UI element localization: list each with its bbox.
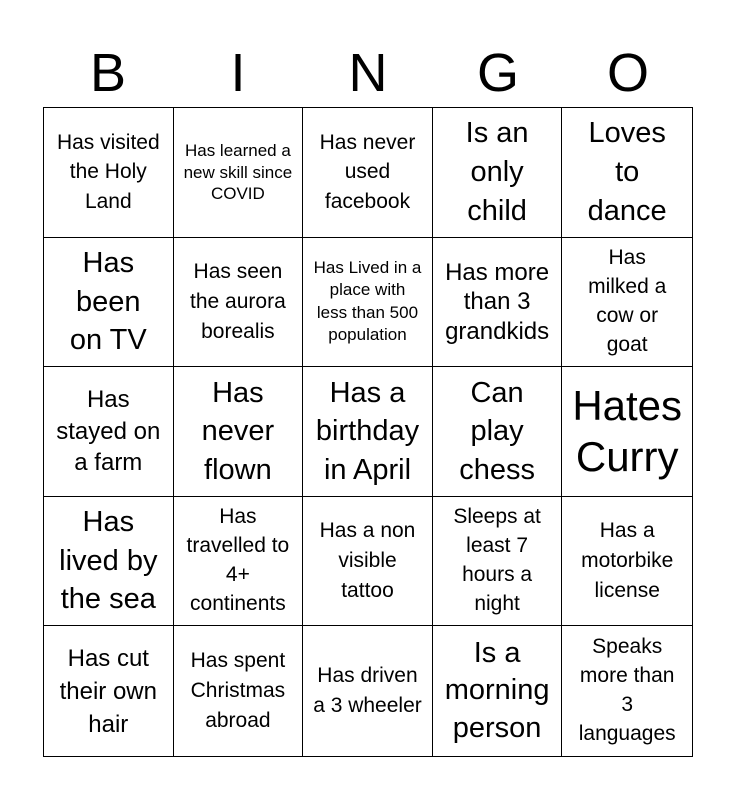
header-letter-n: N xyxy=(348,43,388,103)
bingo-cell-r5c5[interactable] xyxy=(562,626,692,756)
bingo-cell-text: Has driven a 3 wheeler xyxy=(313,664,422,718)
bingo-cell-text: Has more than 3 grandkids xyxy=(445,258,550,345)
bingo-cell-r4c1[interactable] xyxy=(44,497,174,627)
bingo-board xyxy=(43,107,693,757)
bingo-cell-r3c1[interactable] xyxy=(44,367,174,497)
bingo-cell-r1c4[interactable] xyxy=(433,108,563,238)
bingo-cell-r2c3[interactable] xyxy=(303,238,433,368)
bingo-cell-r3c5[interactable] xyxy=(562,367,692,497)
bingo-cell-r2c1[interactable] xyxy=(44,238,174,368)
bingo-cell-text: Loves to dance xyxy=(587,117,667,227)
bingo-cell-text: Hates Curry xyxy=(572,382,683,481)
bingo-cell-r2c5[interactable] xyxy=(562,238,692,368)
bingo-cell-r4c5[interactable] xyxy=(562,497,692,627)
bingo-cell-text: Sleeps at least 7 hours a night xyxy=(453,505,541,616)
bingo-cell-r4c4[interactable] xyxy=(433,497,563,627)
bingo-cell-text: Has cut their own hair xyxy=(59,644,157,738)
bingo-cell-text: Has visited the Holy Land xyxy=(56,130,160,214)
header-letter-b: B xyxy=(89,43,127,103)
bingo-cell-r3c2[interactable] xyxy=(174,367,304,497)
bingo-cell-r4c3[interactable] xyxy=(303,497,433,627)
bingo-cell-r5c4[interactable] xyxy=(433,626,563,756)
bingo-cell-text: Has a non visible tattoo xyxy=(319,519,416,602)
bingo-cell-r3c4[interactable] xyxy=(433,367,563,497)
header-letter-i: I xyxy=(230,43,246,103)
bingo-cell-text: Speaks more than 3 languages xyxy=(578,635,676,746)
bingo-cell-r1c2[interactable] xyxy=(174,108,304,238)
bingo-cell-text: Is an only child xyxy=(465,117,529,227)
bingo-cell-r1c1[interactable] xyxy=(44,108,174,238)
bingo-cell-text: Has spent Christmas abroad xyxy=(190,649,286,733)
bingo-cell-text: Has been on TV xyxy=(69,247,147,357)
bingo-cell-text: Has travelled to 4+ continents xyxy=(186,505,290,616)
bingo-cell-text: Has milked a cow or goat xyxy=(588,245,667,356)
bingo-cell-text: Is a morning person xyxy=(444,636,550,745)
bingo-cell-text: Has seen the aurora borealis xyxy=(190,260,286,343)
bingo-cell-r5c1[interactable] xyxy=(44,626,174,756)
header-letter-o: O xyxy=(606,43,649,103)
bingo-cell-text: Has Lived in a place with less than 500 population xyxy=(313,258,422,345)
bingo-cell-text: Can play chess xyxy=(459,376,535,486)
bingo-cell-r2c2[interactable] xyxy=(174,238,304,368)
bingo-cell-r1c3[interactable] xyxy=(303,108,433,238)
bingo-cell-text: Has a motorbike license xyxy=(581,519,674,602)
bingo-cell-r1c5[interactable] xyxy=(562,108,692,238)
bingo-cell-r5c3[interactable] xyxy=(303,626,433,756)
bingo-cell-r4c2[interactable] xyxy=(174,497,304,627)
bingo-cell-text: Has lived by the sea xyxy=(59,506,158,616)
bingo-cell-r3c3[interactable] xyxy=(303,367,433,497)
header-letter-g: G xyxy=(476,43,519,103)
bingo-cell-r5c2[interactable] xyxy=(174,626,304,756)
bingo-cell-text: Has never used facebook xyxy=(319,130,416,214)
bingo-cell-text: Has learned a new skill since COVID xyxy=(183,140,293,204)
bingo-cell-text: Has stayed on a farm xyxy=(56,385,161,477)
bingo-header xyxy=(43,38,693,108)
bingo-cell-text: Has a birthday in April xyxy=(315,376,420,486)
bingo-cell-r2c4[interactable] xyxy=(433,238,563,368)
bingo-cell-text: Has never flown xyxy=(201,376,275,486)
